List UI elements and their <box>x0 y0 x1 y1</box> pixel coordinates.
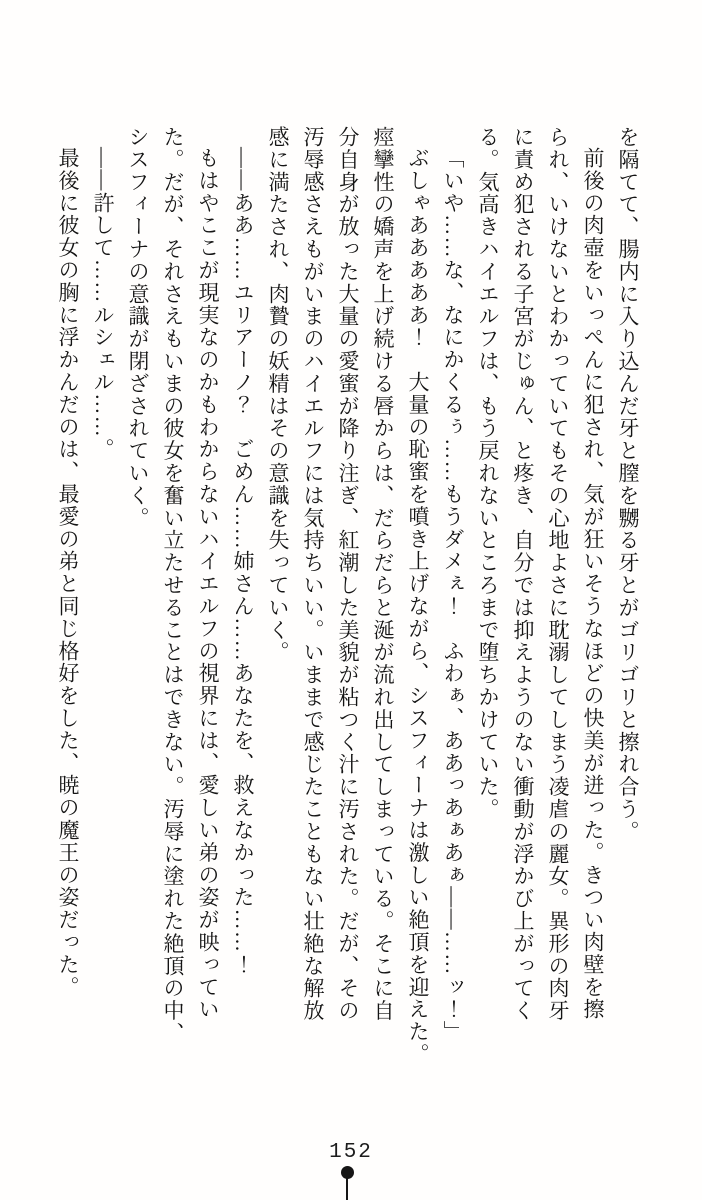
text-line: を隔てて、腸内に入り込んだ牙と膣を嬲る牙とがゴリゴリと擦れ合う。 <box>616 126 640 843</box>
text-line: 最後に彼女の胸に浮かんだのは、最愛の弟と同じ格好をした、暁の魔王の姿だった。 <box>56 147 80 999</box>
text-line: ――ああ……ユリアーノ？ ごめん……姉さん……あなたを、救えなかった……！ <box>231 147 255 976</box>
text-line: 痙攣性の嬌声を上げ続ける唇からは、だらだらと涎が流れ出してしまっている。そこに自 <box>371 126 395 1022</box>
text-line: 「いや……な、なにかくるぅ……もうダメぇ！ ふわぁ、ああっあぁあぁ――……ッ！」 <box>441 147 465 1043</box>
text-line: 分自身が放った大量の愛蜜が降り注ぎ、紅潮した美貌が粘つく汁に汚された。だが、その <box>336 126 360 1022</box>
text-line: もはやここが現実なのかもわからないハイエルフの視界には、愛しい弟の姿が映ってい <box>196 147 220 1021</box>
text-line: 汚辱感さえもがいまのハイエルフには気持ちいい。いままで感じたこともない壮絶な解放 <box>301 126 325 1022</box>
text-line: られ、いけないとわかっていてもその心地よさに耽溺してしまう凌虐の麗女。異形の肉牙 <box>546 126 570 1022</box>
text-line: ぶしゃあああああ！ 大量の恥蜜を噴き上げながら、シスフィーナは激しい絶頂を迎えた。 <box>406 147 430 1066</box>
text-column-container <box>50 126 645 1086</box>
binding-tail-line <box>346 1178 348 1200</box>
page-number: 152 <box>329 1141 373 1164</box>
text-line: に責め犯される子宮がじゅん、と疼き、自分では抑えようのない衝動が浮かび上がってく <box>511 126 535 1022</box>
text-line: ――許して……ルシェル……。 <box>91 147 115 461</box>
text-line: 感に満たされ、肉贄の妖精はその意識を失っていく。 <box>266 126 290 664</box>
text-line: た。だが、それさえもいまの彼女を奮い立たせることはできない。汚辱に塗れた絶頂の中、 <box>161 126 185 1045</box>
text-line: る。気高きハイエルフは、もう戻れないところまで堕ちかけていた。 <box>476 126 500 821</box>
text-line: 前後の肉壺をいっぺんに犯され、気が狂いそうなほどの快美が迸った。きつい肉壁を擦 <box>581 147 605 1021</box>
text-line: シスフィーナの意識が閉ざされていく。 <box>126 126 150 530</box>
